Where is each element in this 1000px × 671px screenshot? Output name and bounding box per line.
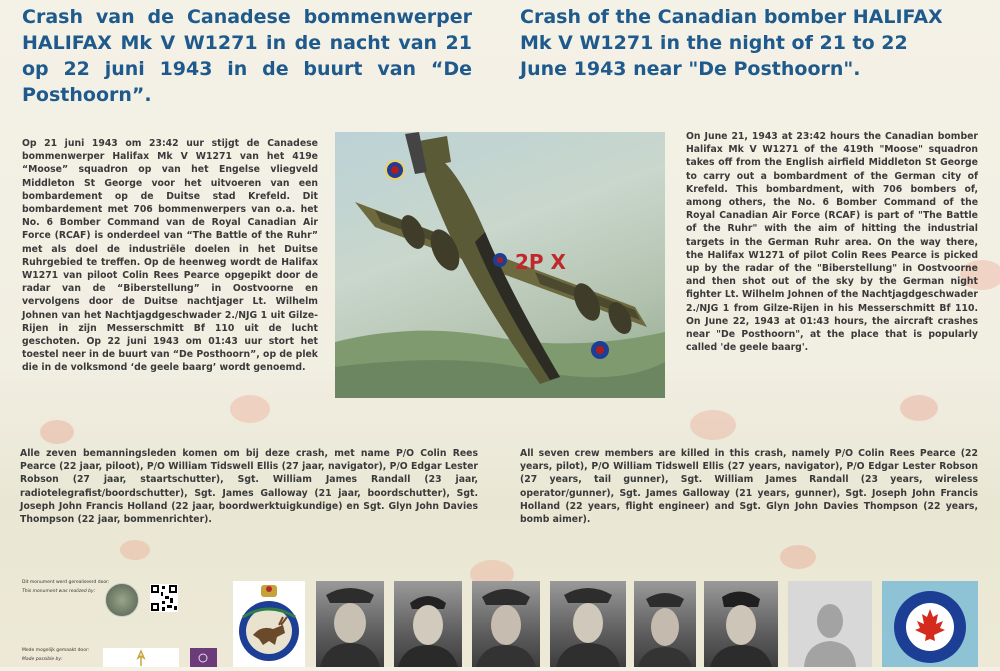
crew-portrait-pearce bbox=[316, 581, 384, 667]
aircraft-code-text: 2P X bbox=[515, 250, 566, 274]
sponsor-logo-1 bbox=[103, 648, 179, 667]
roundel-wing-icon bbox=[385, 160, 405, 180]
qr-code-icon bbox=[150, 584, 178, 612]
english-intro-text: On June 21, 1943 at 23:42 hours the Canadian bomber Halifax Mk V W1271 of the 419th "Moose" squadron takes off from the English airfield Middleton St George to carry out a bombardment of the German city of Krefeld. This bombardment, with 706 bombers of, among others, the No. 6 Bomber Command of the Royal Canadian Air Force (RCAF) is part of "The Battle of the Ruhr" with the aim of hitting the industrial targets in the German Ruhr area. On the way there, the Halifax W1271 of pilot Colin Rees Pearce is picked up by the radar of the "Biberstellung" in Oostvoorne and then shot out of the sky by the German night fighter Lt. Wilhelm Johnen of the Nachtjagdgeschwader 2./NJG 1 from Gilze-Rijen in his Messerschmitt Bf 110. On June 22, 1943 at 01:43 hours, the aircraft crashes near "De Posthoorn", at the place that is popularly called 'de geele baarg'. bbox=[686, 131, 978, 354]
english-crew-text: All seven crew members are killed in this crash, namely P/O Colin Rees Pearce (22 years, pilot), P/O William Tidswell Ellis (27 years, navigator), P/O Edgar Lester Robson (27 years, tail gunner), Sgt. William James Randall (23 years, wireless operator/gunner), Sgt. James Galloway (21 years, gunner), Sgt. Joseph John Francis Holland (22 years, flight engineer) and Sgt. Glyn John Davies Thompson (22 years, bomb aimer). bbox=[520, 448, 978, 526]
crew-portrait-galloway bbox=[634, 581, 696, 667]
crew-portrait-randall bbox=[550, 581, 626, 667]
realized-by-label-en: This monument was realized by: bbox=[22, 589, 96, 594]
rcaf-roundel-icon bbox=[882, 581, 978, 667]
dutch-crew-text: Alle zeven bemanningsleden komen om bij deze crash, met name P/O Colin Rees Pearce (22 jaar, piloot), P/O William Tidswell Ellis (27 jaar, navigator), P/O Edgar Lester Robson (27 jaar, staartschutter), Sgt. William James Randall (23 jaar, radiotelegrafist/boordschutter), Sgt. James Galloway (21 jaar, boordschutter), Sgt. Joseph John Francis Holland (22 jaar, boordwerktuigkundige) en Sgt. Glyn John Davies Thompson (22 jaar, bommenrichter). bbox=[20, 448, 478, 526]
made-possible-label-en: Made possible by: bbox=[22, 657, 63, 662]
made-possible-label-nl: Mede mogelijk gemaakt door: bbox=[22, 648, 90, 653]
halifax-bomber-photo bbox=[335, 132, 665, 398]
squadron-crest-icon bbox=[233, 581, 305, 667]
english-title: Crash of the Canadian bomber HALIFAX Mk V W1271 in the night of 21 to 22 June 1943 near "De Posthoorn". bbox=[520, 6, 943, 80]
crew-portrait-ellis bbox=[394, 581, 462, 667]
realized-by-label-nl: Dit monument werd gerealiseerd door: bbox=[22, 580, 110, 585]
organisation-logo bbox=[105, 583, 139, 617]
sponsor-logo-2 bbox=[190, 648, 217, 667]
crew-portrait-robson bbox=[472, 581, 540, 667]
silhouette-placeholder-icon bbox=[788, 581, 872, 667]
dutch-intro-text: Op 21 juni 1943 om 23:42 uur stijgt de Canadese bommenwerper Halifax Mk V W1271 van het 419e “Moose” squadron op van het Engelse vliegveld Middleton St George voor het uitvoeren van een bombardement op de Duitse stad Krefeld. Dit bombardement met 706 bommenwerpers van o.a. het No. 6 Bomber Command van de Royal Canadian Air Force (RCAF) is onderdeel van “The Battle of the Ruhr” met als doel de industriële doelen in het Duitse Ruhrgebied te treffen. Op de heenweg wordt de Halifax W1271 van piloot Colin Rees Pearce opgepikt door de radar van de “Biberstellung” in Oostvoorne en vervolgens door de Duitse nachtjager Lt. Wilhelm Johnen van het Nachtjagdgeschwader 2./NJG 1 uit Gilze-Rijen in zijn Messerschmitt Bf 110 uit de lucht geschoten. Op 22 juni 1943 om 01:43 uur stort het toestel neer in de buurt van “De Posthoorn”, op de plek die in de volksmond ‘de geele baarg’ wordt genoemd. bbox=[22, 138, 318, 374]
halifax-bomber-illustration bbox=[335, 132, 665, 398]
crew-portrait-holland bbox=[704, 581, 778, 667]
dutch-title: Crash van de Canadese bommenwerper HALIFAX Mk V W1271 in de nacht van 21 op 22 juni 1943 in de buurt van “De Posthoorn”. bbox=[22, 6, 472, 106]
